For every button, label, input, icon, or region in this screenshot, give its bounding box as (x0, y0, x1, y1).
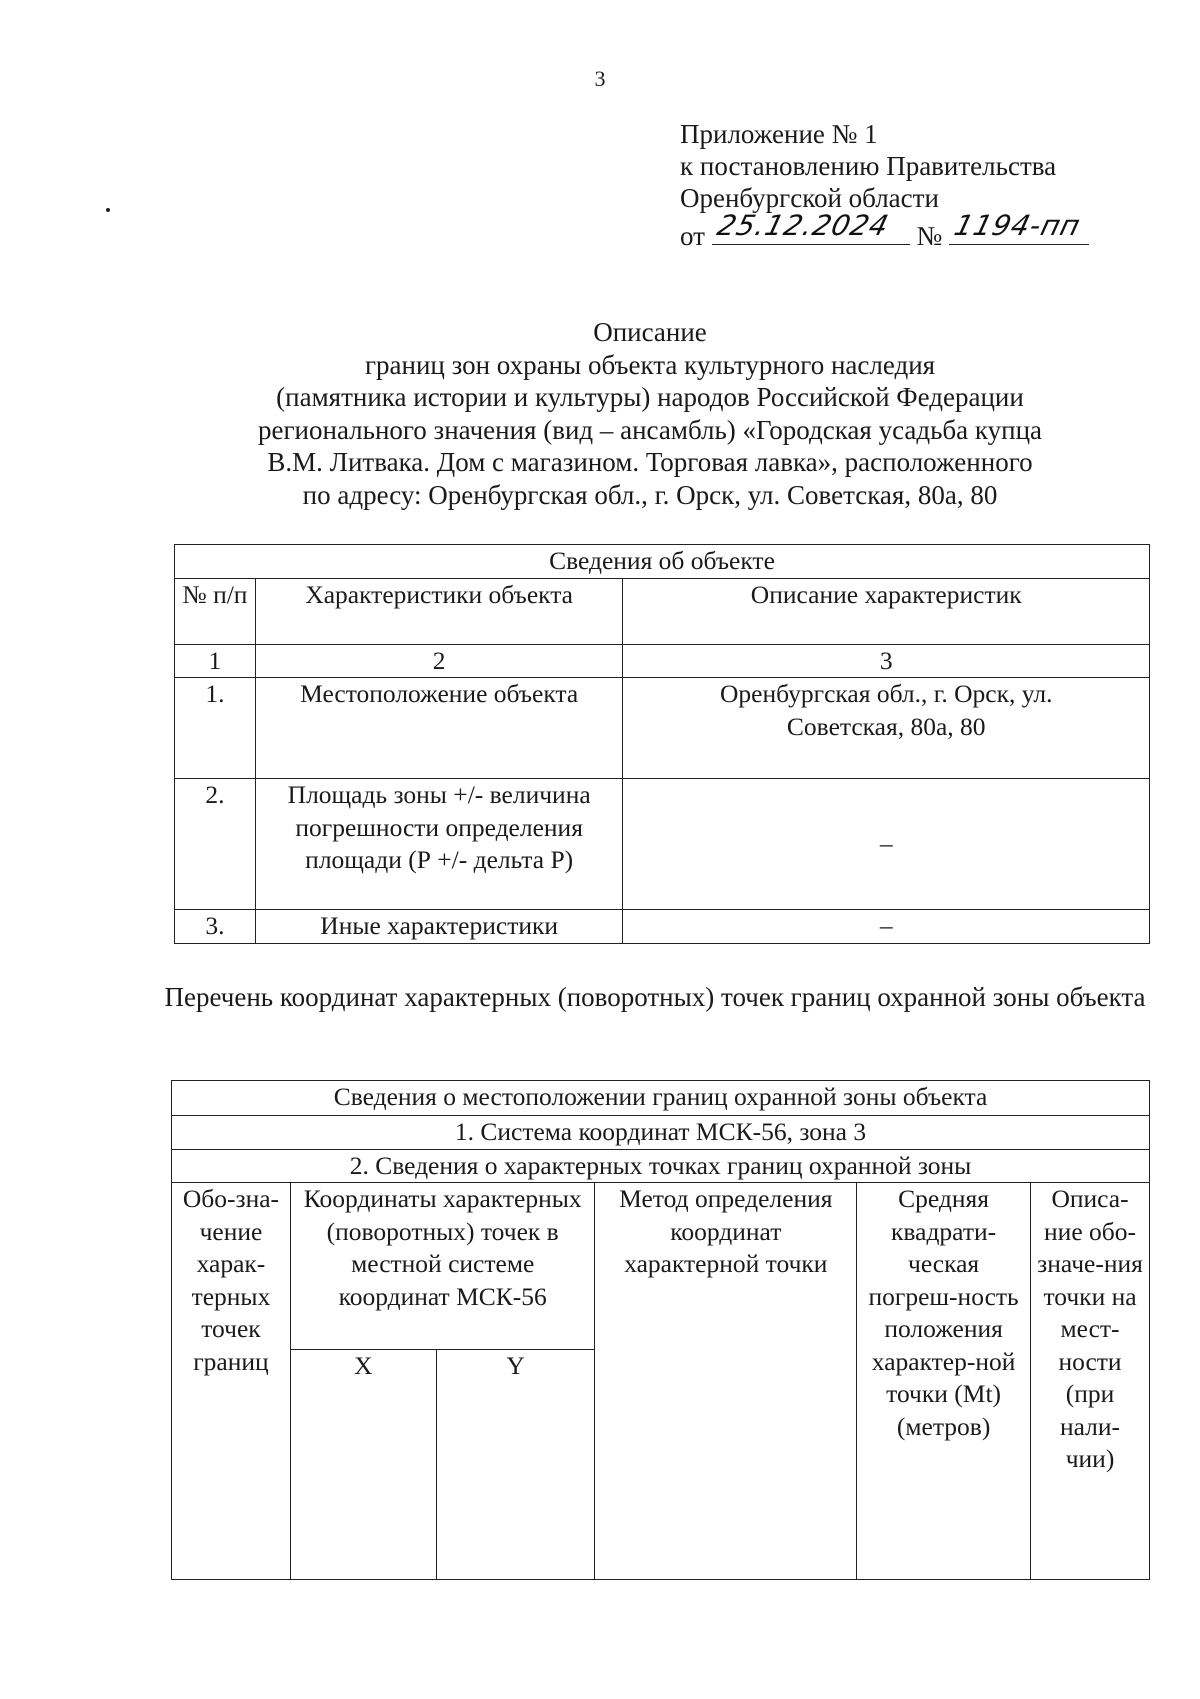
row-3-num: 3. (175, 910, 256, 944)
handwritten-number: 1194-пп (950, 209, 1085, 242)
title-line-3: (памятника истории и культуры) народов Российской Федерации (276, 382, 1024, 412)
col-number-2: 2 (255, 644, 623, 678)
appendix-line-2: к постановлению Правительства (680, 151, 1057, 181)
title-line-5: В.М. Литвака. Дом с магазином. Торговая лавка», расположенного (267, 447, 1033, 477)
date-prefix: от (680, 221, 705, 251)
header-num: № п/п (175, 578, 256, 644)
header-error: Средняя квадрати-ческая погреш-ность положения характер-ной точки (Mt) (метров) (857, 1183, 1031, 1580)
number-field (949, 209, 1089, 245)
header-x: X (290, 1350, 436, 1580)
header-designation: Обо-зна-чение харак-терных точек границ (172, 1183, 291, 1580)
row-3-value: – (623, 910, 1150, 944)
title-line-4: регионального значения (вид – ансамбль) «Городская усадьба купца (257, 414, 1043, 445)
object-table-caption: Сведения об объекте (175, 545, 1150, 579)
coordinates-table (171, 1080, 1150, 1580)
header-location: Описа-ние обо-значе-ния точки на мест-ности (при нали-чии) (1031, 1183, 1150, 1580)
appendix-date-line (680, 209, 1089, 252)
header-characteristic: Характеристики объекта (255, 578, 623, 644)
row-2-name: Площадь зоны +/- величина погрешности определения площади (Р +/- дельта Р) (255, 779, 623, 910)
title-line-1: Описание (593, 317, 707, 347)
handwritten-date: 25.12.2024 (713, 209, 893, 242)
document-title (0, 316, 1200, 511)
appendix-block (680, 118, 1089, 252)
coord-system-row: 1. Система координат МСК-56, зона 3 (172, 1116, 1150, 1150)
row-2-num: 2. (175, 779, 256, 910)
date-field (712, 209, 910, 245)
row-2-value: – (623, 779, 1150, 910)
col-number-3: 3 (623, 644, 1150, 678)
title-line-2: границ зон охраны объекта культурного наследия (364, 349, 936, 380)
coord-table-caption: Сведения о местоположении границ охранной зоны объекта (172, 1081, 1150, 1116)
row-1-name: Местоположение объекта (255, 678, 623, 779)
row-1-value: Оренбургская обл., г. Орск, ул. Советская, 80а, 80 (623, 678, 1150, 779)
title-line-6: по адресу: Оренбургская обл., г. Орск, ул. Советская, 80а, 80 (302, 479, 998, 510)
coordinates-list-title: Перечень координат характерных (поворотных) точек границ охранной зоны объекта (164, 982, 1146, 1012)
object-info-table (174, 544, 1150, 944)
row-1-num: 1. (175, 678, 256, 779)
row-3-name: Иные характеристики (255, 910, 623, 944)
scan-speck (106, 208, 110, 212)
appendix-line-1: Приложение № 1 (680, 119, 878, 149)
header-coordinates: Координаты характерных (поворотных) точек в местной системе координат МСК-56 (290, 1183, 595, 1350)
col-number-1: 1 (175, 644, 256, 678)
header-y: Y (436, 1350, 595, 1580)
page-number: 3 (594, 66, 606, 91)
header-method: Метод определения координат характерной точки (595, 1183, 857, 1580)
appendix-line-3: Оренбургской области (680, 183, 939, 213)
number-prefix: № (916, 221, 943, 251)
points-info-row: 2. Сведения о характерных точках границ охранной зоны (172, 1149, 1150, 1183)
header-description: Описание характеристик (623, 578, 1150, 644)
